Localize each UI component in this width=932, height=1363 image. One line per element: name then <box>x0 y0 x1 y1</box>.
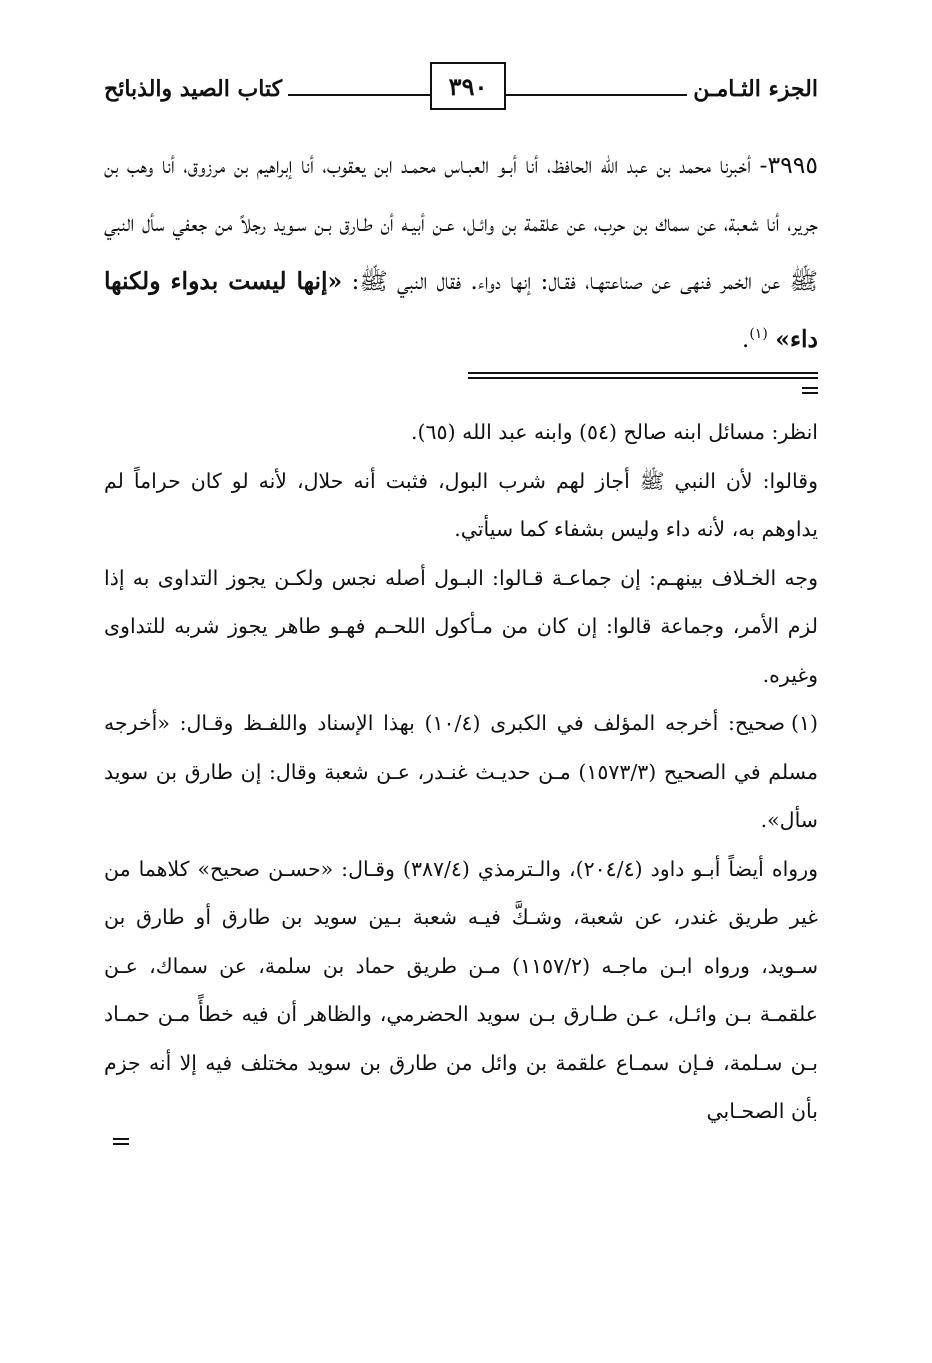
hadith-paragraph <box>104 136 818 368</box>
footnote-reference: (١) <box>749 326 768 343</box>
closing-punctuation: . <box>741 325 750 353</box>
footnotes-section <box>104 408 818 1136</box>
page-end-mark <box>113 1138 129 1145</box>
narration-chain: ٣٩٩٥- أخبرنا محمد بن عبد الله الحافظ، أنا أبـو العبـاس محمـد ابن يعقوب، أنا إبراهيم بن مرزوق، أنا وهب بن جرير، أنا شعبة، عن سماك بن حرب، عن علقمة بن وائـل، عـن أبيـه أن طـارق بـن سـويد رجلاً من جعفي سأل النبي ﷺ عن الخمر فنهى عن صناعتهـا، فقـال: إنها دواء. فقال النبي ﷺ: <box>104 151 818 295</box>
footnote-number: (١) <box>790 711 818 735</box>
footnote-1-text: صحيح: أخرجه المؤلف في الكبرى (١٠/٤) بهذا الإسناد واللفـظ وقـال: «أخرجه مسلم في الصحيح (١٥٧٣/٣) مـن حديـث غنـدر، عـن شعبة وقال: إن طارق بن سويد سأل». <box>104 711 818 832</box>
book-title: كتاب الصيد والذبائح <box>104 76 288 102</box>
carried-footnote-line: انظر: مسائل ابنه صالح (٥٤) وابنه عبد الله (٦٥). <box>411 420 818 444</box>
page-number-box <box>430 62 506 110</box>
hadith-quote: «إنها ليست بدواء ولكنها داء» <box>104 267 818 353</box>
footnote-divider <box>468 372 818 379</box>
page-number: ٣٩٠ <box>448 71 488 101</box>
carried-footnote-line: وجه الخـلاف بينهـم: إن جماعـة قـالوا: البـول أصله نجس ولكـن يجوز التداوى به إذا لزم الأمر، وجماعة قالوا: إن كان من مـأكول اللحـم فهـو طاهر يجوز شربه للتداوى وغيره. <box>104 565 818 687</box>
footnote-1-continuation: ورواه أيضاً أبـو داود (٢٠٤/٤)، والـترمذي (٣٨٧/٤) وقـال: «حسـن صحيح» كلاهما من غير طريق غندر، عن شعبة، وشـكَّ فيـه شعبة بـين سويد بن طارق أو طارق بن سـويد، ورواه ابـن ماجـه (١١٥٧/٢) مـن طريق حماد بن سلمة، عن سماك، عـن علقمـة بـن وائـل، عـن طـارق بـن سويد الحضرمي، والظاهر أن فيه خطأً مـن حمـاد بـن سـلمة، فـإن سمـاع علقمة بن وائل من طارق بن سويد مختلف فيه إلا أنه جزم بأن الصحـابي <box>104 856 818 1123</box>
carried-footnote-line: وقالوا: لأن النبي ﷺ أجاز لهم شرب البول، فثبت أنه حلال، لأنه لو كان حراماً لم يداوهم به، لأنه داء وليس بشفاء كما سيأتي. <box>104 468 818 541</box>
continuation-mark <box>802 387 818 394</box>
footnote-1 <box>104 699 818 845</box>
running-header <box>104 62 818 114</box>
volume-label: الجزء الثـامـن <box>687 76 818 102</box>
document-page <box>104 62 818 1312</box>
